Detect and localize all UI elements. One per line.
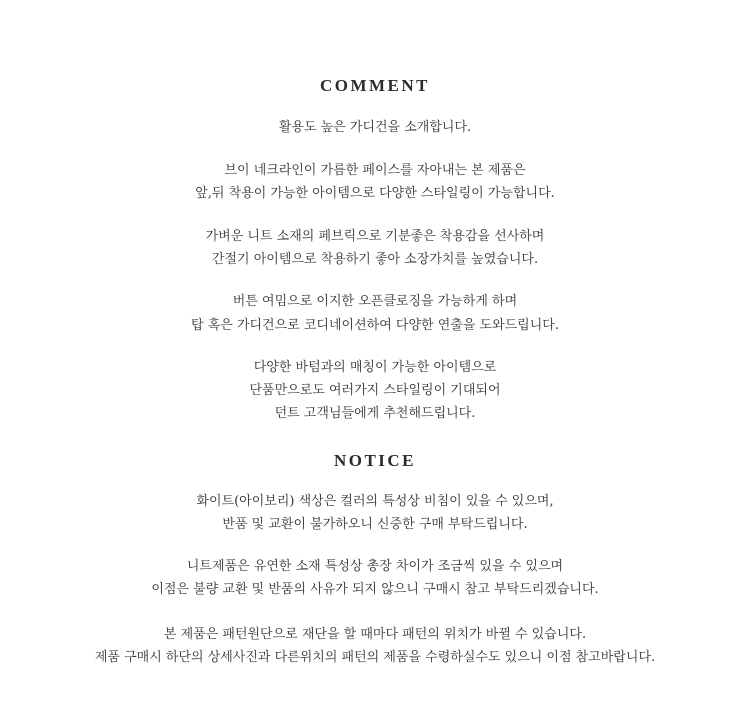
comment-text-line: 탑 혹은 가디건으로 코디네이션하여 다양한 연출을 도와드립니다. xyxy=(191,318,559,333)
comment-text-line: 가벼운 니트 소재의 페브릭으로 기분좋은 착용감을 선사하며 xyxy=(205,229,545,244)
comment-heading: COMMENT xyxy=(319,76,431,95)
comment-text-line: 활용도 높은 가디건을 소개합니다. xyxy=(278,120,472,135)
notice-heading: NOTICE xyxy=(333,451,417,470)
comment-text-line: 던트 고객님들에게 추천해드립니다. xyxy=(274,406,476,421)
comment-text-line: 브이 네크라인이 가름한 페이스를 자아내는 본 제품은 xyxy=(224,163,526,178)
comment-text-line: 앞,뒤 착용이 가능한 아이템으로 다양한 스타일링이 가능합니다. xyxy=(195,186,555,201)
notice-text-line: 반품 및 교환이 불가하오니 신중한 구매 부탁드립니다. xyxy=(222,517,528,532)
comment-text-line: 단품만으로도 여러가지 스타일링이 기대되어 xyxy=(249,383,501,398)
notice-text-line: 이점은 불량 교환 및 반품의 사유가 되지 않으니 구매시 참고 부탁드리겠습니다. xyxy=(151,582,599,597)
notice-text-line: 본 제품은 패턴원단으로 재단을 할 때마다 패턴의 위치가 바뀔 수 있습니다. xyxy=(163,627,587,642)
comment-text-line: 버튼 여밈으로 이지한 오픈클로징을 가능하게 하며 xyxy=(232,294,518,309)
comment-text-line: 간절기 아이템으로 착용하기 좋아 소장가치를 높였습니다. xyxy=(211,252,539,267)
notice-text-line: 화이트(아이보리) 색상은 컬러의 특성상 비침이 있을 수 있으며, xyxy=(196,494,554,509)
comment-text-line: 다양한 바텀과의 매칭이 가능한 아이템으로 xyxy=(253,360,497,375)
notice-text-line: 제품 구매시 하단의 상세사진과 다른위치의 패턴의 제품을 수령하실수도 있으니 이점 참고바랍니다. xyxy=(94,650,656,665)
notice-text-line: 니트제품은 유연한 소재 특성상 총장 차이가 조금씩 있을 수 있으며 xyxy=(186,559,564,574)
